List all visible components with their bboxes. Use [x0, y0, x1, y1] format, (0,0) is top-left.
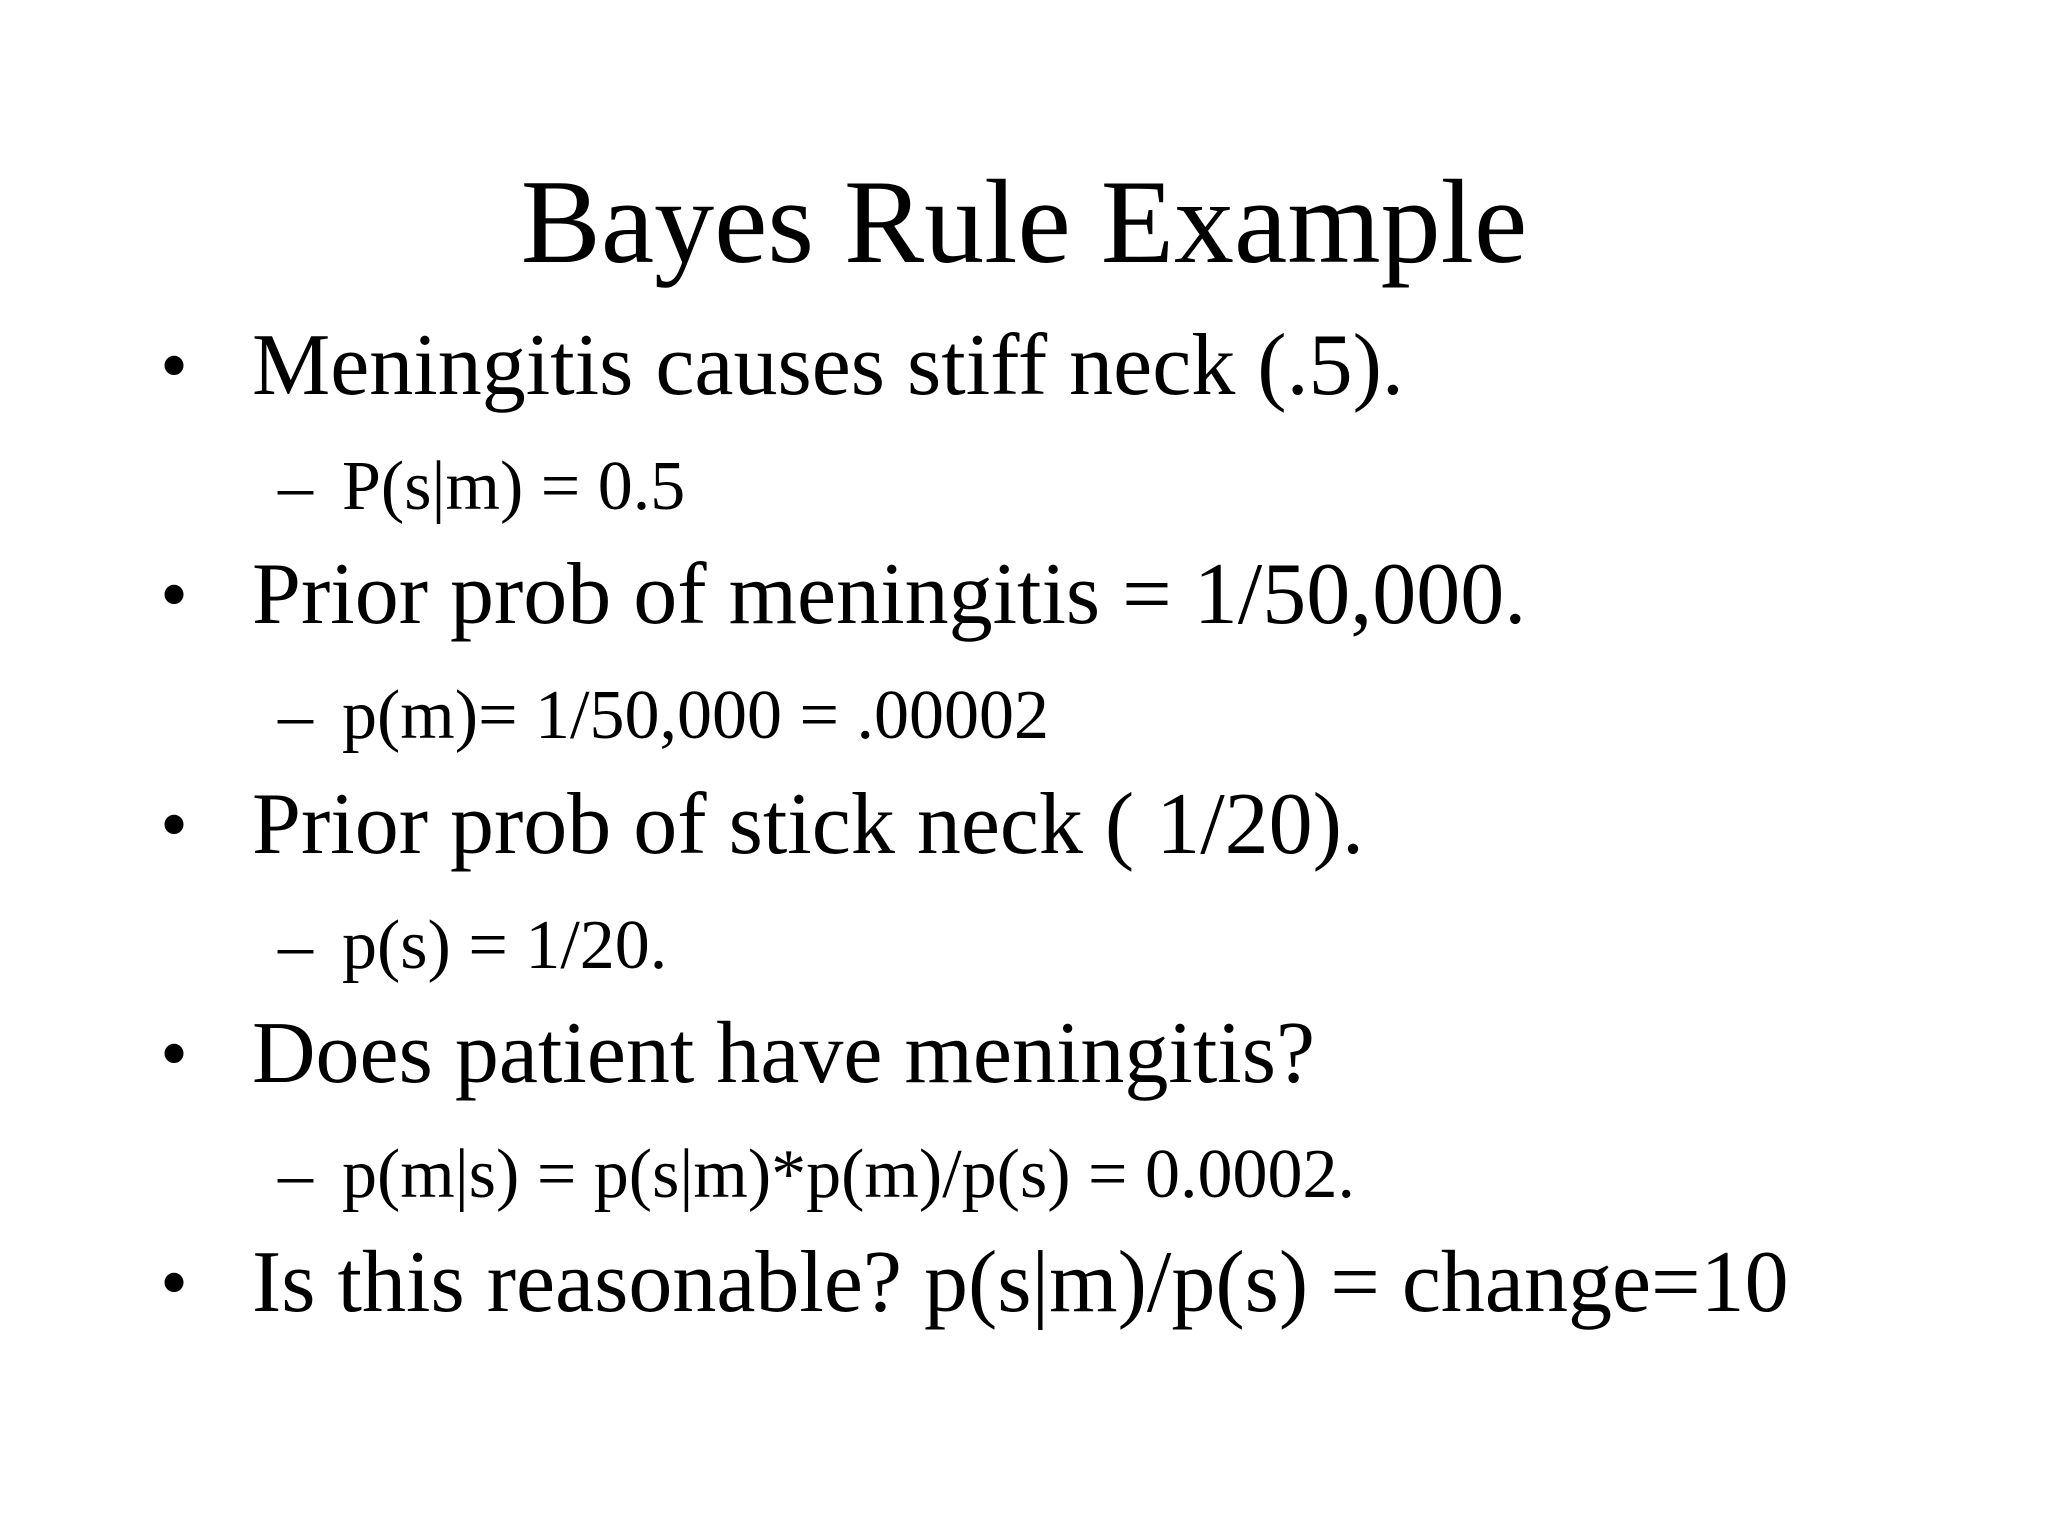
bullet-text: Is this reasonable? p(s|m)/p(s) = change=10: [252, 1234, 1789, 1331]
bullet-item: [0, 776, 2048, 873]
bullet-item: [0, 1234, 2048, 1331]
bullet-dot-icon: •: [160, 1010, 189, 1098]
bullet-dot-icon: •: [160, 781, 189, 869]
dash-icon: –: [278, 907, 313, 984]
bullet-item: [0, 1005, 2048, 1102]
sub-text: p(m|s) = p(s|m)*p(m)/p(s) = 0.0002.: [342, 1136, 1355, 1213]
sub-item: [0, 1135, 2048, 1213]
bullet-item: [0, 546, 2048, 643]
bullet-dot-icon: •: [160, 551, 189, 639]
bullet-text: Meningitis causes stiff neck (.5).: [252, 317, 1404, 414]
sub-text: P(s|m) = 0.5: [342, 448, 686, 525]
bullet-dot-icon: •: [160, 1239, 189, 1327]
dash-icon: –: [278, 1136, 313, 1213]
sub-item: [0, 676, 2048, 754]
sub-text: p(s) = 1/20.: [342, 907, 668, 984]
bullet-dot-icon: •: [160, 322, 189, 410]
slide-title: Bayes Rule Example: [520, 155, 1528, 288]
dash-icon: –: [278, 677, 313, 754]
bullet-text: Prior prob of meningitis = 1/50,000.: [252, 546, 1527, 643]
dash-icon: –: [278, 448, 313, 525]
bullet-text: Does patient have meningitis?: [252, 1005, 1316, 1102]
bullet-item: [0, 317, 2048, 414]
sub-item: [0, 447, 2048, 525]
bullet-text: Prior prob of stick neck ( 1/20).: [252, 776, 1364, 873]
sub-text: p(m)= 1/50,000 = .00002: [342, 677, 1049, 754]
sub-item: [0, 906, 2048, 984]
